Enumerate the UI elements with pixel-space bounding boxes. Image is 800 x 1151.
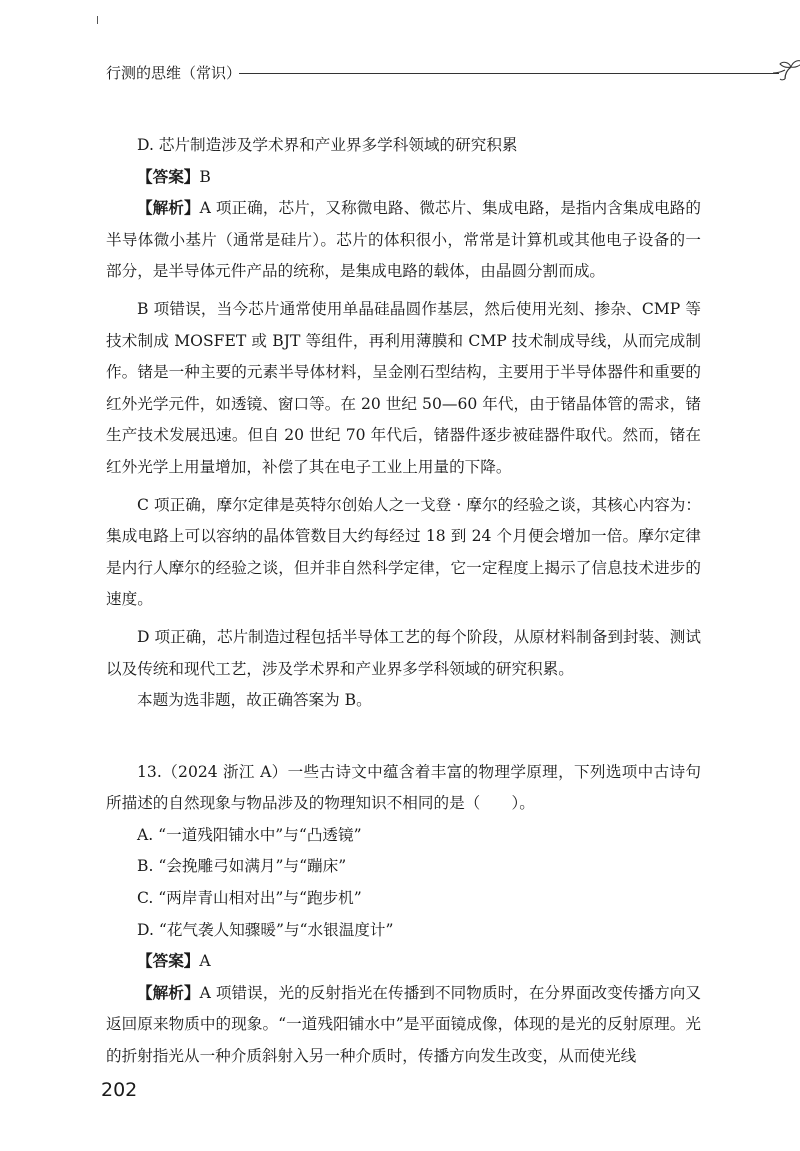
scan-mark (97, 16, 102, 24)
header-title: 行测的思维（常识） (106, 64, 242, 82)
q13-option-b: B. “会挽雕弓如满月”与“蹦床” (137, 857, 347, 876)
option-d-previous: D. 芯片制造涉及学术界和产业界多学科领域的研究积累 (137, 136, 518, 154)
q12-conclusion: 本题为选非题，故正确答案为 B。 (137, 691, 372, 710)
q13-option-c: C. “两岸青山相对出”与“跑步机” (137, 889, 362, 908)
analysis-text: A 项错误，光的反射指光在传播到不同物质时，在分界面改变传播方向又返回原来物质中的现象。“一道残阳铺水中”是平面镜成像，体现的是光的反射原理。光的折射指光从一种介质斜射入另一种介质时，传播方向发生改变，从而使光线 (106, 983, 701, 1066)
q12-analysis-d: D 项正确，芯片制造过程包括半导体工艺的每个阶段，从原材料制备到封装、测试以及传统和现代工艺，涉及学术界和产业界多学科领域的研究积累。 (106, 627, 701, 678)
q13-option-d: D. “花气袭人知骤暖”与“水银温度计” (137, 920, 394, 939)
q12-analysis-b: B 项错误，当今芯片通常使用单晶硅晶圆作基层，然后使用光刻、掺杂、CMP 等技术制成 MOSFET 或 BJT 等组件，再利用薄膜和 CMP 技术制成导线，从而完成制作。锗是一种主要的元素半导体材料，呈金刚石型结构，主要用于半导体器件和重要的红外光学元件，如透镜、窗口等。在 20 世纪 50—60 年代，由于锗晶体管的需求，锗生产技术发展迅速。但自 20 世纪 70 年代后，锗器件逐步被硅器件取代。然而，锗在红外光学上用量增加，补偿了其在电子工业上用量的下降。 (106, 299, 701, 476)
analysis-label: 【解析】 (137, 983, 200, 1002)
answer-value: A (199, 952, 211, 971)
analysis-text: A 项正确，芯片，又称微电路、微芯片、集成电路，是指内含集成电路的半导体微小基片（通常是硅片）。芯片的体积很小，常常是计算机或其他电子设备的一部分，是半导体元件产品的统称，是集成电路的载体，由晶圆分割而成。 (106, 199, 701, 281)
sprout-icon (771, 58, 800, 84)
analysis-label: 【解析】 (137, 199, 200, 218)
q12-analysis-c: C 项正确，摩尔定律是英特尔创始人之一戈登 · 摩尔的经验之谈，其核心内容为：集成电路上可以容纳的晶体管数目大约每经过 18 到 24 个月便会增加一倍。摩尔定律是内行人摩尔的经验之谈，但并非自然科学定律，它一定程度上揭示了信息技术进步的速度。 (106, 495, 701, 609)
running-header (106, 58, 706, 88)
answer-label: 【答案】 (137, 167, 200, 186)
page-number: 202 (101, 1079, 138, 1101)
answer-value: B (199, 167, 211, 186)
page-content (106, 130, 701, 1073)
q12-analysis-a (106, 193, 701, 288)
q13-analysis (106, 978, 701, 1073)
q13-option-a: A. “一道残阳铺水中”与“凸透镜” (137, 825, 362, 844)
answer-label: 【答案】 (137, 952, 200, 971)
q13-answer (106, 946, 701, 978)
header-rule (239, 73, 779, 74)
q13-stem: 13.（2024 浙江 A）一些古诗文中蕴含着丰富的物理学原理，下列选项中古诗句所描述的自然现象与物品涉及的物理知识不相同的是（ ）。 (106, 762, 701, 813)
q12-answer (106, 162, 701, 194)
